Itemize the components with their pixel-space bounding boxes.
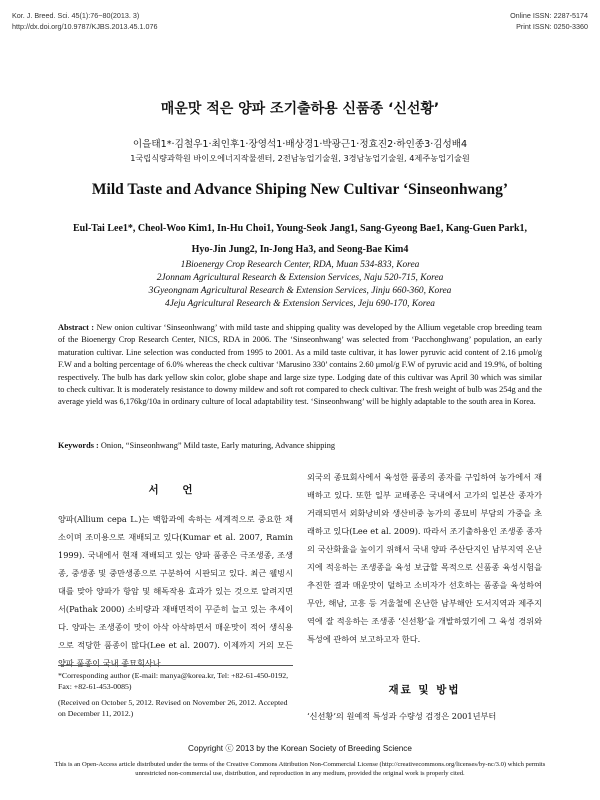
copyright: Copyright ⓒ 2013 by the Korean Society of Breeding Science — [188, 744, 412, 753]
footnote-divider — [58, 665, 293, 666]
korean-authors: 이을태1*·김철우1·최인후1·장영석1·배상경1·박광근1·정효진2·하인종3·김성배4 — [132, 139, 468, 150]
intro-heading: 서 언 — [148, 484, 203, 496]
affiliation-2: 2Jonnam Agricultural Research & Extension Services, Naju 520-715, Korea — [156, 273, 444, 283]
keywords — [58, 441, 542, 450]
english-title: Mild Taste and Advance Shiping New Cultivar ‘Sinseonhwang’ — [91, 181, 509, 198]
journal-citation — [12, 10, 157, 32]
english-authors-line1: Eul-Tai Lee1*, Cheol-Woo Kim1, In-Hu Choi1, Young-Seok Jang1, Sang-Gyeong Bae1, Kang-Guen Park1, — [72, 223, 528, 234]
doi-link[interactable]: http://dx.doi.org/10.9787/KJBS.2013.45.1.076 — [12, 22, 158, 31]
intro-text: 양파(Allium cepa L.)는 백합과에 속하는 세계적으로 중요한 채소이며 조미용으로 재배되고 있다(Kumar et al. 2007, Ramin 1999). 국내에서 현재 재배되고 있는 양파 품종은 극조생종, 조생종, 중생종 및 중만생종으로 구분하여 시판되고 있다. 최근 웰빙시대를 맞아 양파가 항암 및 해독작용 효과가 있는 것으로 알려지면서(Pathak 2000) 소비량과 재배면적이 꾸준히 늘고 있는 추세이다. 양파는 조생종이 맛이 아삭 아삭하면서 매운맛이 적어 생식용으로 적당한 품종이 많다(Lee et al. 2007). 이제까지 거의 모든 양파 품종이 국내 종묘회사나 — [58, 514, 293, 668]
abstract-label: Abstract : — [58, 323, 95, 332]
affiliation-4: 4Jeju Agricultural Research & Extension Services, Jeju 690-170, Korea — [165, 299, 435, 309]
methods-heading: 재료 및 방법 — [388, 684, 461, 696]
keywords-text: Onion, “Sinseonhwang” Mild taste, Early maturing, Advance shipping — [100, 441, 335, 450]
korean-title: 매운맛 적은 양파 조기출하용 신품종 ‘신선황’ — [160, 101, 440, 117]
journal-info: Kor. J. Breed. Sci. 45(1):76~80(2013. 3) — [12, 11, 140, 20]
affiliation-3: 3Gyeongnam Agricultural Research & Extension Services, Jinju 660-360, Korea — [148, 286, 452, 296]
korean-affiliations: 1국립식량과학원 바이오에너지작물센터, 2전남농업기술원, 3경남농업기술원, 4제주농업기술원 — [130, 153, 470, 163]
keywords-label: Keywords : — [58, 441, 99, 450]
affiliation-1: 1Bioenergy Crop Research Center, RDA, Muan 534-833, Korea — [180, 260, 420, 270]
corresponding-author: *Corresponding author (E-mail: manya@korea.kr, Tel: +82-61-450-0192, Fax: +82-61-453-0085) — [58, 671, 289, 691]
english-authors-line2: Hyo-Jin Jung2, In-Jong Ha3, and Seong-Bae Kim4 — [191, 244, 409, 255]
methods-text: ‘신선황’의 원예적 특성과 수량성 검정은 2001년부터 — [307, 711, 497, 721]
license-text: This is an Open-Access article distributed under the terms of the Creative Commons Attribution Non-Commercial License (http://creativecommons.org/licenses/by-nc/3.0) which permits unrestricted non-commercial use, distribution, and reproduction in any medium, provided the original work is properly cited. — [54, 761, 546, 777]
issn-block — [510, 10, 588, 32]
right-column-text: 외국의 종묘회사에서 육성한 품종의 종자를 구입하여 농가에서 재배하고 있다. 또한 일부 교배종은 국내에서 고가의 일본산 종자가 거래되면서 외화낭비와 생산비중 농가의 종묘비 부담의 가중을 초래하고 있다(Lee et al. 2009). 따라서 조기출하용인 조생종 종자의 국산화율을 높이기 위해서 국내 양파 주산단지인 남부지역 온난지에 적응하는 조생종을 육성 보급할 목적으로 신품종 육성시험을 추진한 결과 매운맛이 덜하고 소비자가 선호하는 품종을 육성하여 무안, 해남, 고흥 등 겨울철에 온난한 남부해안 도서지역과 제주지역에 잘 적응하는 조생종 ‘신선황’을 개발하였기에 그 육성 경위와 특성에 관하여 보고하고자 한다. — [307, 472, 542, 644]
received-dates: (Received on October 5, 2012. Revised on November 26, 2012. Accepted on December 11, 2012.) — [58, 698, 288, 718]
abstract — [58, 322, 542, 409]
english-affiliations — [0, 259, 600, 311]
print-issn: Print ISSN: 0250-3360 — [516, 22, 588, 31]
abstract-text: New onion cultivar ‘Sinseonhwang’ with mild taste and shipping quality was developed by the Allium vegetable crop breeding team of the Bioenergy Crop Research Center, NICS, RDA in 2006. The ‘Sinseonhwang’ was selected from ‘Pacchonghwang’ population, an early maturation cultivar. Line selection was conducted from 1995 to 2001. As a mild taste cultivar, it has lower pyruvic acid content of 2.16 μmol/g F.W and a bolting percentage of 6.0% whereas the check cultivar ‘Marusino 330’ contains 2.60 μmol/g F.W of pyruvic acid and 19.9%, of bolting respectively. The bulb has dark yellow skin color, globe shape and large size type. Lodging date of this cultivar was April 30 which was similar to check cultivar. It is moderately resistance to downy mildew and soft rot compared to check cultivar. The fresh weight of bulb was 254g and the average yield was 6,176kg/10a in ordinary culture of local adaptability test. ‘Sinseonhwang’ will be highly adaptable to the south area in Korea. — [58, 323, 543, 407]
english-authors — [40, 218, 560, 260]
online-issn: Online ISSN: 2287-5174 — [510, 11, 588, 20]
